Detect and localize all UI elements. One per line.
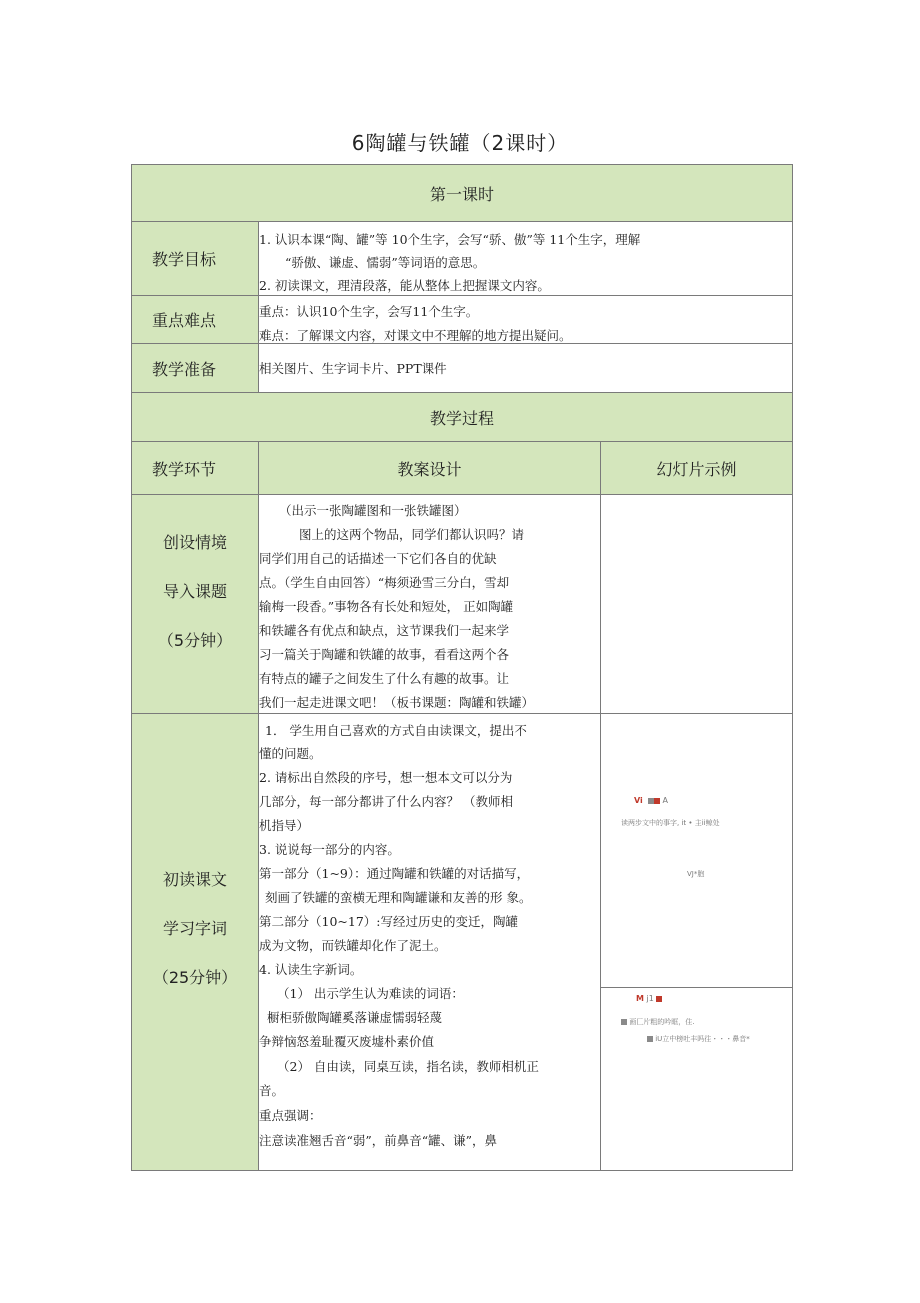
section1-content bbox=[258, 494, 601, 714]
slide-example-1 bbox=[600, 713, 793, 988]
slide2-line1-row bbox=[621, 1017, 694, 1027]
keypoint-line: 难点：了解课文内容，对课文中不理解的地方提出疑问。 bbox=[259, 328, 572, 343]
slide2-bullet-icon bbox=[621, 1018, 627, 1026]
objectives-label-cell bbox=[131, 221, 259, 296]
preparation-label-cell bbox=[131, 343, 259, 393]
section2-line: 重点强调： bbox=[259, 1108, 322, 1123]
objective-line: 2. 初读课文，理清段落，能从整体上把握课文内容。 bbox=[259, 278, 550, 293]
section2-line: （1） 出示学生认为难读的词语： bbox=[277, 986, 464, 1001]
section2-content bbox=[258, 713, 601, 1171]
page-title: 6陶罐与铁罐（2课时） bbox=[351, 131, 569, 155]
lesson-header-text: 第一课时 bbox=[429, 184, 494, 204]
slide2-mark-icon bbox=[656, 994, 662, 1003]
section2-line: 4. 认读生字新词。 bbox=[259, 962, 363, 977]
slide2-line1: 画匚片粗的吟眶，住. bbox=[629, 1018, 695, 1026]
slide-example-2 bbox=[600, 987, 793, 1171]
section2-label-line: （25分钟） bbox=[152, 968, 238, 987]
section1-slide-cell bbox=[600, 494, 793, 714]
section2-line: 1． 学生用自己喜欢的方式自由读课文，提出不 bbox=[265, 723, 527, 738]
section2-line: 刻画了铁罐的蛮横无理和陶罐谦和友善的形 象。 bbox=[265, 890, 532, 905]
slide2-line2-row bbox=[647, 1034, 750, 1044]
slide1-heading-text: Vi bbox=[634, 796, 643, 805]
objectives-content bbox=[258, 221, 793, 296]
column-header-slides-text: 幻灯片示例 bbox=[656, 459, 737, 479]
section1-line: 图上的这两个物品，同学们都认识吗？请 bbox=[299, 527, 525, 542]
keypoint-line: 重点：认识10个生字，会写11个生字。 bbox=[259, 304, 479, 319]
slide1-heading bbox=[634, 796, 668, 805]
slide2-line2: iU立中榜吐丰吗往・・・鼻音* bbox=[655, 1035, 750, 1043]
slide1-line2: VJ*胞 bbox=[687, 870, 705, 878]
section1-line: 我们一起走进课文吧！（板书课题：陶罐和铁罐） bbox=[259, 695, 535, 710]
column-header-stage-text: 教学环节 bbox=[152, 459, 217, 479]
preparation-content bbox=[258, 343, 793, 393]
section1-line: 有特点的罐子之间发生了什么有趣的故事。让 bbox=[259, 671, 510, 686]
slide1-line1: 读两步文中的事字, it • 主ii鲸处 bbox=[621, 819, 720, 827]
section2-line: 音。 bbox=[259, 1083, 285, 1098]
slide2-heading-tail: j1 bbox=[646, 994, 654, 1003]
section2-label-line: 学习字词 bbox=[162, 919, 227, 938]
section2-line: 2. 请标出自然段的序号，想一想本文可以分为 bbox=[259, 770, 513, 785]
process-header-text: 教学过程 bbox=[429, 408, 494, 428]
section1-line: 同学们用自己的话描述一下它们各自的优缺 bbox=[259, 551, 497, 566]
slide2-heading bbox=[636, 994, 662, 1003]
lesson-header bbox=[131, 164, 793, 222]
column-header-design bbox=[258, 441, 601, 495]
section2-line: 第二部分（10~17）:写经过历史的变迁，陶罐 bbox=[259, 914, 518, 929]
section1-label-line: 导入课题 bbox=[162, 582, 227, 601]
section1-label-cell bbox=[131, 494, 259, 714]
keypoints-label: 重点难点 bbox=[152, 311, 217, 330]
objectives-label: 教学目标 bbox=[152, 250, 217, 269]
slide2-heading-text: M bbox=[636, 994, 644, 1003]
objective-line: “骄傲、谦虚、懦弱”等词语的意思。 bbox=[285, 255, 486, 270]
column-header-design-text: 教案设计 bbox=[397, 459, 462, 479]
section2-line: 3. 说说每一部分的内容。 bbox=[259, 842, 400, 857]
section2-line: 注意读准翘舌音“弱”，前鼻音“罐、谦”，鼻 bbox=[259, 1133, 498, 1148]
preparation-label: 教学准备 bbox=[152, 359, 217, 379]
process-header bbox=[131, 392, 793, 442]
section2-line: 橱柜骄傲陶罐奚落谦虚懦弱轻蔑 bbox=[267, 1010, 443, 1025]
section1-label-line: （5分钟） bbox=[157, 631, 233, 650]
section2-line: 懂的问题。 bbox=[259, 746, 322, 761]
section2-line: 成为文物，而铁罐却化作了泥土。 bbox=[259, 938, 447, 953]
section2-line: （2） 自由读，同桌互读，指名读，教师相机正 bbox=[277, 1059, 539, 1074]
section1-line: 点。（学生自由回答）“梅须逊雪三分白，雪却 bbox=[259, 575, 510, 590]
keypoints-content bbox=[258, 295, 793, 344]
section2-line: 第一部分（1~9）：通过陶罐和铁罐的对话描写， bbox=[259, 866, 530, 881]
slide1-mark-icon bbox=[645, 796, 660, 805]
section1-label-line: 创设情境 bbox=[162, 533, 227, 552]
section1-line: 习一篇关于陶罐和铁罐的故事，看看这两个各 bbox=[259, 647, 510, 662]
section2-line: 机指导） bbox=[259, 818, 310, 833]
slide2-bullet-icon bbox=[647, 1035, 653, 1043]
section1-line: （出示一张陶罐图和一张铁罐图） bbox=[279, 503, 467, 518]
preparation-text: 相关图片、生字词卡片、PPT课件 bbox=[259, 361, 447, 376]
section1-line: 和铁罐各有优点和缺点，这节课我们一起来学 bbox=[259, 623, 510, 638]
slide1-heading-tail: A bbox=[662, 796, 668, 805]
keypoints-label-cell bbox=[131, 295, 259, 344]
section2-line: 争辩恼怒羞耻覆灭废墟朴素价值 bbox=[259, 1034, 435, 1049]
column-header-slides bbox=[600, 441, 793, 495]
section2-label-cell bbox=[131, 713, 259, 1171]
section2-line: 几部分，每一部分都讲了什么内容？ （教师相 bbox=[259, 794, 513, 809]
section1-line: 输梅一段香。”事物各有长处和短处， 正如陶罐 bbox=[259, 599, 514, 614]
column-header-stage bbox=[131, 441, 259, 495]
section2-label-line: 初读课文 bbox=[162, 870, 227, 889]
objective-line: 1. 认识本课“陶、罐”等 10个生字，会写“骄、傲”等 11个生字，理解 bbox=[259, 232, 641, 247]
